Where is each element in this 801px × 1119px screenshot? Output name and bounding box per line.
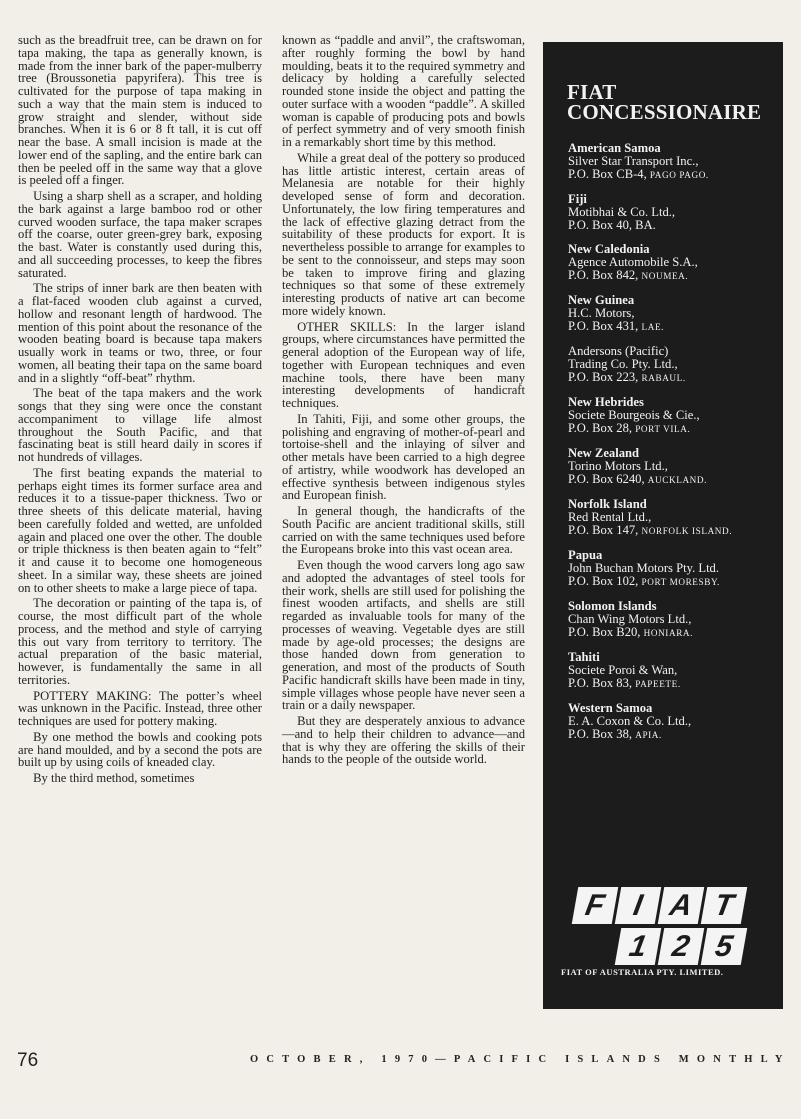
dealer-name: John Buchan Motors Pty. Ltd. [568,561,720,575]
dealer-name: Agence Automobile S.A., [568,255,698,269]
paragraph: In Tahiti, Fiji, and some other groups, the polishing and engraving of mother-of-pearl and tortoise-shell and the inlaying of silver and other metals have been carried to a high degree of artistry, while woodwork has developed an effective synthesis between indigenous styles and European finish. [282,411,525,503]
dealer-po-box: P.O. Box 6240, [568,472,645,486]
dealer-entry [568,600,780,640]
dealer-address [568,677,780,691]
dealer-city: APIA. [635,730,662,740]
dealer-po-box: P.O. Box 102, [568,574,639,588]
dealer-name: Societe Poroi & Wan, [568,663,678,677]
logo-tile: 1 [615,928,662,965]
paragraph: By the third method, sometimes [33,771,195,785]
dealer-name: Societe Bourgeois & Cie., [568,408,700,422]
dealer-entry [568,498,780,538]
ad-caption: FIAT OF AUSTRALIA PTY. LIMITED. [561,967,724,977]
dealer-city: NOUMEA. [641,271,689,281]
dealer-name: Red Rental Ltd., [568,510,652,524]
paragraph: The decoration or painting of the tapa is, of course, the most difficult part of the whole process, and the method and style of carrying this out vary from territory to territory. The actual preparation of the basic material, however, is fundamentally the same in all territories. [18,596,262,687]
paragraph: Even though the wood carvers long ago saw and adopted the advantages of steel tools for their work, shells are still used for polishing the finest wooden artifacts, and shells are still regarded as invaluable tools for many of the processes of weaving. Vegetable dyes are still made by age-old processes; the designs are those handed down from generation to generation, and most of the products of South Pacific handicraft skills have been made in tiny, simple villages whose people have never seen a train or a daily newspaper. [282,558,525,713]
dealer-region: American Samoa [568,141,661,155]
ad-title [567,82,761,122]
dealer-city: PORT VILA. [635,424,691,434]
dealer-address [568,524,780,538]
article-column-right [282,34,525,766]
dealer-po-box: P.O. Box 842, [568,268,639,282]
dealer-entry [568,447,780,487]
dealer-city: PORT MORESBY. [641,577,720,587]
dealer-po-box: P.O. Box CB-4, [568,167,647,181]
paragraph: POTTERY MAKING: The potter’s wheel was unknown in the Pacific. Instead, three other techniques are used for pottery making. [18,688,262,728]
dealer-address [568,728,780,742]
dealer-entry [568,651,780,691]
paragraph: OTHER SKILLS: In the larger island groups, where circumstances have permitted the general adoption of the European way of life, together with European techniques and even machine tools, there have been many interesting developments of handicraft techniques. [282,319,525,410]
fiat-125-logo [575,887,744,965]
dealer-entry [568,702,780,742]
dealer-po-box: P.O. Box 40, BA. [568,218,656,232]
page-number: 76 [17,1050,39,1071]
dealer-address [568,575,780,589]
paragraph: The strips of inner bark are then beaten with a flat-faced wooden club against a curved, hollow and resonant length of hardwood. The mention of this point about the resonance of the wooden beating board is because tapa makers usually work in teams or two, three, or four women, all beating their tapa on the same board and in a slightly “off-beat” rhythm. [18,281,262,385]
paragraph: Using a sharp shell as a scraper, and holding the bark against a large bamboo rod or other curved wooden surface, the tapa maker scrapes off the coarse, outer green-grey bark, exposing the bast. Water is constantly used during this, and all succeeding processes, to keep the fibres saturated. [18,189,262,280]
dealer-entry [568,549,780,589]
paragraph: The first beating expands the material to perhaps eight times its former surface area and reduces it to a tissue-paper thickness. Two or three sheets of this delicate material, having been carefully folded and wetted, are unfolded again and placed one over the other. The double or triple thickness is then beaten again to “felt” it and cause it to become one homogeneous sheet. In a similar way, these sheets are joined on to other sheets to make a large piece of tapa. [18,465,262,595]
dealer-name: E. A. Coxon & Co. Ltd., [568,714,692,728]
dealer-name: H.C. Motors, [568,306,635,320]
fiat-advertisement [543,42,783,1009]
dealer-address [568,626,780,640]
dealer-region: Solomon Islands [568,599,657,613]
dealer-address [568,320,780,334]
dealer-region: Fiji [568,192,587,206]
dealer-name: Chan Wing Motors Ltd., [568,612,692,626]
dealer-name: Silver Star Transport Inc., [568,154,699,168]
page-footer [0,1050,801,1074]
dealer-city: AUCKLAND. [647,475,708,485]
dealer-city: PAGO PAGO. [649,170,709,180]
dealer-name: Torino Motors Ltd., [568,459,668,473]
logo-tile: A [658,887,705,924]
dealer-address [568,269,780,283]
logo-tile: 5 [701,928,748,965]
dealer-region: Papua [568,548,603,562]
dealer-region: New Guinea [568,293,635,307]
ad-title-line2: CONCESSIONAIRE [567,100,762,124]
dealer-address [568,219,780,232]
ad-title-line1: FIAT [567,80,617,104]
paragraph: known as “paddle and anvil”, the craftswoman, after roughly forming the bowl by hand moulding, beats it to the required symmetry and delicacy by holding a carefully selected rounded stone inside the object and patting the outer surface with a wooden “paddle”. A skilled woman is capable of producing pots and bowls of perfect symmetry and of very smooth finish in a remarkably short time by this method. [282,33,525,149]
dealer-city: RABAUL. [641,373,686,383]
dealer-region: New Zealand [568,446,640,460]
dealer-entry [568,396,780,436]
logo-tile: I [615,887,662,924]
dealer-entry [568,345,780,385]
dealer-city: LAE. [641,322,665,332]
dealer-name: Trading Co. Pty. Ltd., [568,357,678,371]
dealer-name: Motibhai & Co. Ltd., [568,205,676,219]
dealer-address [568,371,780,385]
dealer-po-box: P.O. Box 83, [568,676,633,690]
dealer-po-box: P.O. Box B20, [568,625,641,639]
logo-tile: 2 [658,928,705,965]
dealer-address [568,422,780,436]
dealer-list [568,142,780,742]
dealer-po-box: P.O. Box 431, [568,319,639,333]
logo-spacer [572,928,619,965]
dealer-po-box: P.O. Box 223, [568,370,639,384]
logo-row-fiat [575,887,744,924]
dealer-city: HONIARA. [643,628,694,638]
logo-tile: F [572,887,619,924]
paragraph: By one method the bowls and cooking pots are hand moulded, and by a second the pots are built up by using coils of kneaded clay. [18,729,262,770]
paragraph: While a great deal of the pottery so produced has little artistic interest, certain areas of Melanesia are notable for their highly developed sense of form and decoration. Unfortunately, the low firing temperatures and the lack of effective glazing detract from the suitability of these products for export. It is nevertheless possible to arrange for examples to be sent to the connoisseur, and steps may soon be taken to improve firing and glazing techniques so that some of these extremely interesting products of native art can become more widely known. [282,150,525,318]
running-head: OCTOBER, 1970—PACIFIC ISLANDS MONTHLY [250,1054,791,1065]
logo-row-125 [575,928,744,965]
dealer-city: PAPEETE. [635,679,681,689]
dealer-po-box: P.O. Box 28, [568,421,633,435]
dealer-region: Western Samoa [568,701,653,715]
dealer-entry [568,243,780,283]
paragraph: The beat of the tapa makers and the work songs that they sing were once the constant accompaniment to village life almost throughout the South Pacific, and that fascinating beat is still heard daily in scores if not hundreds of villages. [18,386,262,464]
dealer-region: Tahiti [568,650,600,664]
dealer-entry [568,142,780,182]
dealer-city: NORFOLK ISLAND. [641,526,733,536]
dealer-po-box: P.O. Box 147, [568,523,639,537]
dealer-region: Norfolk Island [568,497,647,511]
paragraph: In general though, the handicrafts of the South Pacific are ancient traditional skills, still carried on with the same techniques used before the Europeans broke into this vast ocean area. [282,504,525,557]
dealer-address [568,168,780,182]
paragraph: But they are desperately anxious to advance—and to help their children to advance—and that is why they are offering the skills of their hands to the people of the outside world. [282,714,525,767]
dealer-po-box: P.O. Box 38, [568,727,633,741]
dealer-region: New Hebrides [568,395,644,409]
dealer-entry [568,193,780,232]
dealer-address [568,473,780,487]
dealer-name: Andersons (Pacific) [568,344,669,358]
article-column-left [18,34,262,785]
paragraph: such as the breadfruit tree, can be drawn on for tapa making, the tapa as generally known, is made from the inner bark of the paper-mulberry tree (Broussonetia papyrifera). This tree is cultivated for the purpose of tapa making in such a way that the main stem is induced to grow straight and slender, without side branches. When it is 6 or 8 ft tall, it is cut off near the base. A small incision is made at the lower end of the sapling, and the entire bark can then be peeled off in the same way that a glove is peeled off a finger. [18,33,262,188]
dealer-entry [568,294,780,334]
logo-tile: T [701,887,748,924]
dealer-region: New Caledonia [568,242,650,256]
